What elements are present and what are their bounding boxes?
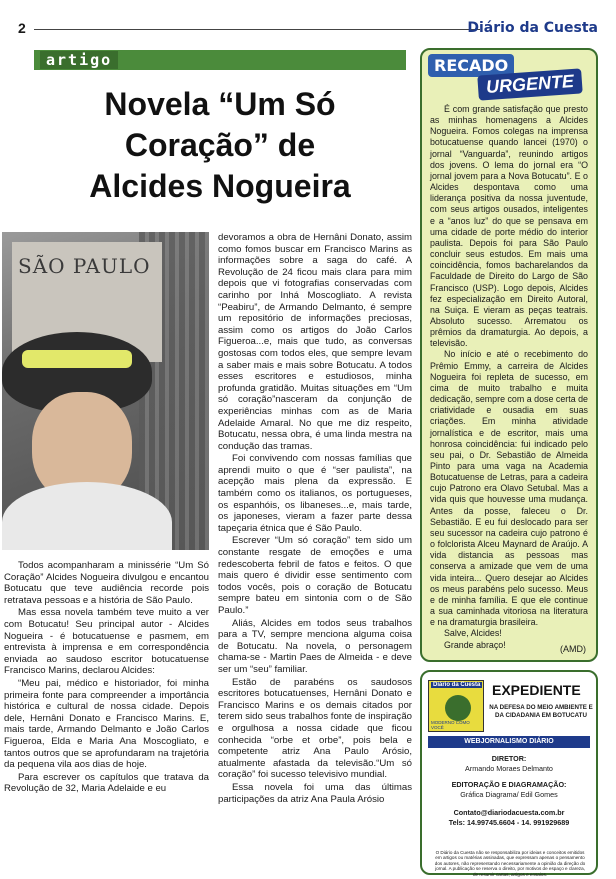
paper-name: Diário da Cuesta (467, 20, 598, 36)
article-headline (34, 84, 406, 207)
recado-header (426, 54, 592, 98)
section-label: artigo (40, 51, 118, 69)
article-paragraph: Essa novela foi uma das últimas participações da atriz Ana Paula Arósio (218, 781, 412, 805)
page-header (18, 16, 598, 46)
recado-paragraph: Grande abraço! (444, 639, 506, 650)
headline-line-3: Alcides Nogueira (89, 168, 351, 204)
photo-hatband (22, 350, 132, 368)
article-paragraph: Todos acompanharam a minissérie “Um Só Coração” Alcides Nogueira divulgou e encantou Botucatu que teve audiência recorde pois retratava pessoas e a história de São Paulo. (4, 560, 209, 606)
recado-paragraph: É com grande satisfação que presto as minhas homenagens a Alcides Nogueira. Fomos colegas na imprensa botucatuense quando lancei (1970) o jornal “Vanguarda”, reunindo artigos dos jovens. O lema do jornal era “O jornal jovem para a Nova Botucatu”. E o Alcides despontava como uma liderança positiva da nossa juventude, com seus artigos ousados, inteligentes e a “anos luz” do que se pensava em uma cidade de porte médio do interior paulista. Depois foi para São Paulo concluir seus estudos. Em mais uma coincidência, fomos bacharelandos da Faculdade de Direito do Largo de São Francisco (USP). Logo depois, Alcides fez especialização em Direito Autoral, na Suiça. E vieram as peças teatrais. Absoluto sucesso. Arrematou os prêmios da dramaturgia. Ao depois, a televisão. (430, 104, 588, 349)
recado-paragraph: No início e até o recebimento do Prêmio Emmy, a carreira de Alcides Nogueira foi repleta de sucesso, em cima de muito trabalho e muita dedicação, sempre com a dose certa de criatividade e ousadia em suas criações. Em minha atividade jornalística e de escritor, mais uma honrosa coincidência: fui indicado pelo seu pai, o Dr. Sebastião de Almeida Pinto para uma vaga na Academia Botucatuense de Letras, para a cadeira cujo Patrono era Olavo Setubal. Mas a vida quis que houvesse uma mudança. Antes da posse, faleceu o Dr. Sebastião. E eu fui deslocado para ser seu sucessor na cadeira cujo patrono é o folclorista Alceu Maynard de Araújo. A vida distancia as pessoas mas conserva a amizade que vem de uma vida inteira... Quero desejar ao Alcides os meus parabéns pelo sucesso. Meus e de minha família. E que ele continue a sua caminhada vitoriosa na literatura e na dramaturgia brasileira. (430, 349, 588, 628)
logo-title: Diário da Cuesta (433, 682, 481, 688)
photo-poster-title: SÃO PAULO (18, 254, 151, 278)
headline-line-1: Novela “Um Só (104, 86, 336, 122)
edit-label: EDITORAÇÃO E DIAGRAMAÇÃO: (451, 780, 567, 789)
article-paragraph: Mas essa novela também teve muito a ver com Botucatu! Seu principal autor - Alcides Nogueira - é botucatuense e pasmem, em entrevista à imprensa e em correspondência enviada ao saudoso escritor botucatuense Francisco Marins, declarou Alcides: (4, 607, 209, 677)
headline-line-2: Coração” de (124, 127, 316, 163)
director-label: DIRETOR: (491, 754, 527, 763)
contact-email[interactable]: Contato@diariodacuesta.com.br (453, 808, 565, 817)
urgente-title: URGENTE (477, 68, 583, 100)
article-paragraph: Escrever “Um só coração” tem sido um constante resgate de emoções e uma redescoberta febril de fatos e feitos. O que mais quero é dividir esse sentimento com todos vocês, pois o coração de Botucatu sempre bateu em sintonia com o de São Paulo.” (218, 535, 412, 616)
recado-urgente-box (420, 48, 598, 662)
article-paragraph: “Meu pai, médico e historiador, foi minha primeira fonte para compreender a importância histórica e cultural de nossa cidade. Depois dele, Hernâni Donato e Francisco Marins. E, mais tarde, Armando Delmanto e João Carlos Figueroa, Elda e Maria Ana Moscogliato, e tantos outros que se aprofundaram na trajetória da pequena vila aos dias de hoje. (4, 677, 209, 771)
article-paragraph: Estão de parabéns os saudosos escritores botucatuenses, Hernâni Donato e Francisco Marins e os demais citados por terem sido seus trabalhos fonte de inspiração e orgulhosa a nossa cidade que ficou conhecida “orbe et orbe”, pois bela e competente atriz Ana Paulo Arósio, atualmente afastada da televisão.“Um só coração” foi sucesso televisivo mundial. (218, 676, 412, 781)
expediente-tagline: NA DEFESA DO MEIO AMBIENTE E DA CIDADANIA EM BOTUCATU (489, 704, 593, 719)
contact-phone: Tels: 14.99745.6604 - 14. 991929689 (448, 818, 570, 827)
article-paragraph: Foi convivendo com nossas famílias que aprendi muito o que é “ser paulista”, na acepção mais plena da expressão. E também como os italianos, os portugueses, os espanhóis, os libaneses...e, mais tarde, os japoneses, vieram a fazer parte dessa tapeçaria étnica que é São Paulo. (218, 453, 412, 534)
logo-subtitle: MODERNO COMO VOCÊ (431, 720, 470, 730)
article-paragraph: Para escrever os capítulos que tratava da Revolução de 32, Maria Adelaide e eu (4, 771, 209, 795)
page-number: 2 (18, 20, 26, 36)
director-name: Armando Moraes Delmanto (465, 764, 553, 773)
newspaper-logo (428, 680, 484, 732)
disclaimer: O Diário da Cuesta não se responsabiliza por ideias e conceitos emitidos em artigos ou matérias assinadas, que expressam apenas o pensamento dos autores, não representando necessariamente a opinião da direção do jornal. A publicação se reserva o direito, por motivos de espaço e clareza, de resumir cartas, artigos e ensaios. (434, 850, 586, 877)
recado-text (430, 104, 588, 651)
logo-mark-icon (445, 695, 471, 721)
section-banner (34, 50, 406, 70)
article-paragraph: Aliás, Alcides em todos seus trabalhos para a TV, sempre menciona alguma coisa de Botucatu. Na novela, o personagem chama-se - Martin Paes de Almeida - e deve ser um “seu” familiar. (218, 617, 412, 675)
expediente-box (420, 670, 598, 875)
edit-name: Gráfica Diagrama/ Edil Gomes (460, 790, 558, 799)
article-photo (2, 232, 209, 550)
article-paragraph: devoramos a obra de Hernâni Donato, assim como fomos buscar em Francisco Marins as informações sobre a saga do café. A Revolução de 24 ficou mais clara para mim depois que vi fotografias conservadas com carinho por Inhá Moscogliato. A revista “Peabiru”, de Armando Delmanto, é sempre um repositório de informações preciosas, assim como os artigos do João Carlos Figueroa...e, mais que tudo, as conversas gostosas com todos eles, que sempre levam a saber mais e mais sobre Botucatu. A todos esses escritores e estudiosos, minha profunda gratidão. Muitas situações em “Um só coração”nasceram da conjunção de experiências minhas com as de Maria Adelaide Amaral. No que me diz respeito, Botucatu, nessa obra, é uma linda mestra na condução das tramas. (218, 232, 412, 452)
expediente-title: EXPEDIENTE (492, 682, 581, 698)
recado-paragraph: Salve, Alcides! (444, 628, 502, 639)
header-rule (34, 29, 480, 30)
webjornalismo-banner: WEBJORNALISMO DIÁRIO (428, 736, 590, 748)
recado-title: RECADO (428, 54, 514, 77)
recado-signature: (AMD) (560, 644, 586, 654)
article-column-left (4, 560, 209, 796)
article-column-middle (218, 232, 412, 806)
